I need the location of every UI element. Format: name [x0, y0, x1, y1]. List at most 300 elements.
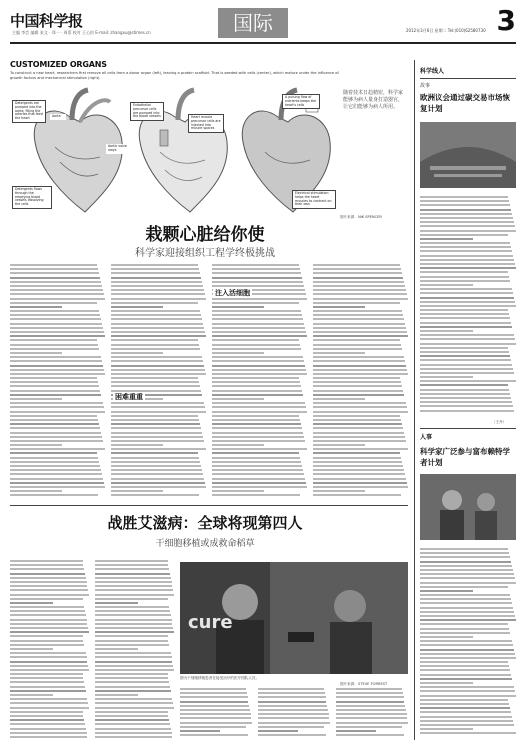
text-line: [420, 628, 509, 630]
text-line: [212, 285, 304, 287]
story2-column-4: [258, 688, 330, 742]
text-line: [10, 681, 84, 683]
text-line: [420, 674, 511, 676]
text-line: [336, 701, 404, 703]
text-line: [420, 317, 510, 319]
story2-column-1: [10, 560, 89, 740]
text-line: [420, 225, 515, 227]
text-line: [420, 393, 510, 395]
text-line: [111, 360, 203, 362]
figure-intro: To construct a new heart, researchers first remove all cells from a donor organ (left), leaving a protein scaffold. That is seeded with cells (center), which mature under the influence of growth factors and mechanical stimulation (right).: [10, 71, 339, 80]
text-line: [95, 719, 169, 721]
text-line: [180, 692, 247, 694]
text-line: [111, 272, 200, 274]
text-line: [420, 221, 514, 223]
text-line: [10, 377, 97, 379]
text-line: [420, 594, 510, 596]
text-line: [111, 327, 204, 329]
text-line: [10, 669, 89, 671]
text-line: [95, 560, 168, 562]
text-line: [95, 581, 172, 583]
text-line: [420, 661, 508, 663]
text-line: [336, 726, 402, 728]
text-line: [212, 272, 301, 274]
text-line: [313, 373, 408, 375]
text-line: [111, 377, 198, 379]
text-line: [95, 656, 172, 658]
text-line: [420, 724, 514, 726]
text-line: [420, 250, 512, 252]
text-line: [10, 494, 98, 496]
text-line: [420, 255, 513, 257]
text-line: [313, 272, 402, 274]
right-credit-1: （王丹）: [492, 420, 507, 424]
text-line: [111, 440, 204, 442]
masthead: [10, 6, 516, 44]
text-line: [111, 406, 205, 408]
text-line: [95, 652, 171, 654]
text-line: [10, 473, 102, 475]
text-line: [313, 394, 404, 396]
text-line: [111, 457, 199, 459]
text-line: [10, 339, 97, 341]
text-line: [111, 385, 200, 387]
text-line: [10, 402, 103, 404]
text-line: [313, 452, 400, 454]
text-line: [111, 427, 201, 429]
text-line: [212, 440, 305, 442]
text-line: [212, 411, 307, 413]
right-story-2: [420, 548, 516, 740]
text-line: [10, 398, 62, 400]
text-line: [95, 564, 168, 566]
text-line: [420, 548, 508, 550]
text-line: [258, 705, 327, 707]
text-line: [420, 410, 514, 412]
text-line: [10, 436, 102, 438]
text-line: [420, 271, 508, 273]
text-line: [313, 277, 403, 279]
text-line: [111, 419, 199, 421]
text-line: [10, 427, 100, 429]
text-line: [313, 268, 401, 270]
text-line: [10, 656, 87, 658]
text-line: [420, 213, 512, 215]
text-line: [420, 615, 515, 617]
text-line: [212, 268, 300, 270]
text-line: [258, 717, 329, 719]
text-line: [111, 432, 202, 434]
text-line: [313, 423, 402, 425]
text-line: [313, 264, 400, 266]
text-line: [212, 310, 301, 312]
text-line: [258, 696, 326, 698]
text-line: [95, 606, 169, 608]
text-line: [212, 335, 307, 337]
photo-caption: 图为干细胞移植患者在接受治疗的医疗团队人员。: [180, 676, 260, 680]
eu-photo-illustration: [420, 122, 516, 188]
main-headline: 栽颗心脏给你使: [145, 225, 265, 245]
text-line: [111, 310, 200, 312]
text-line: [10, 577, 86, 579]
text-line: [10, 640, 83, 642]
text-line: [420, 665, 509, 667]
text-line: [420, 632, 510, 634]
text-line: [313, 465, 403, 467]
text-line: [95, 694, 138, 696]
text-line: [212, 331, 306, 333]
text-line: [111, 348, 200, 350]
story1-column-1: [10, 264, 105, 500]
text-line: [420, 364, 512, 366]
story2-column-2: [95, 560, 174, 740]
text-line: [212, 432, 303, 434]
text-line: [10, 461, 99, 463]
text-line: [10, 677, 83, 679]
callout-detergents-out: Detergents flows through the emptying blood vessels dissolving the cells: [12, 186, 52, 209]
text-line: [111, 289, 204, 291]
text-line: [420, 636, 473, 638]
text-line: [212, 344, 300, 346]
text-line: [10, 711, 83, 713]
infographic: [10, 62, 408, 222]
text-line: [111, 482, 205, 484]
text-line: [10, 331, 104, 333]
text-line: [10, 277, 100, 279]
text-line: [95, 648, 138, 650]
section-label: 国际: [218, 8, 288, 38]
text-line: [212, 423, 301, 425]
text-line: [111, 281, 202, 283]
text-line: [420, 301, 515, 303]
text-line: [10, 564, 83, 566]
text-line: [10, 478, 103, 480]
text-line: [420, 699, 508, 701]
text-line: [420, 611, 514, 613]
text-line: [95, 669, 174, 671]
text-line: [95, 631, 174, 633]
text-line: [95, 711, 168, 713]
text-line: [313, 390, 403, 392]
text-line: [111, 335, 206, 337]
text-line: [420, 649, 514, 651]
text-line: [10, 690, 86, 692]
text-line: [313, 331, 407, 333]
text-line: [180, 696, 248, 698]
story1-body: [10, 264, 408, 500]
text-line: [10, 728, 86, 730]
text-line: [420, 259, 514, 261]
story2-body-left: [10, 560, 174, 740]
text-line: [420, 242, 510, 244]
text-line: [111, 293, 205, 295]
text-line: [420, 552, 509, 554]
text-line: [420, 556, 510, 558]
text-line: [313, 457, 401, 459]
text-line: [111, 306, 163, 308]
text-line: [420, 376, 473, 378]
text-line: [10, 589, 88, 591]
text-line: [212, 406, 306, 408]
text-line: [212, 390, 302, 392]
text-line: [212, 486, 307, 488]
text-line: [111, 323, 203, 325]
text-line: [180, 688, 246, 690]
text-line: [420, 384, 508, 386]
text-line: [212, 415, 299, 417]
text-line: [313, 339, 400, 341]
text-line: [212, 339, 299, 341]
text-line: [95, 577, 171, 579]
text-line: [10, 707, 89, 709]
text-line: [10, 465, 100, 467]
text-line: [313, 360, 405, 362]
text-line: [10, 723, 85, 725]
text-line: [336, 734, 404, 736]
text-line: [95, 661, 172, 663]
text-line: [10, 356, 101, 358]
text-line: [258, 709, 328, 711]
text-line: [336, 705, 405, 707]
text-line: [420, 640, 512, 642]
text-line: [313, 285, 405, 287]
text-line: [258, 713, 329, 715]
text-line: [212, 302, 299, 304]
text-line: [111, 331, 205, 333]
text-line: [10, 573, 85, 575]
text-line: [212, 473, 304, 475]
fulbright-photo-illustration: [420, 474, 516, 540]
text-line: [420, 682, 473, 684]
text-line: [10, 360, 102, 362]
text-line: [10, 285, 102, 287]
text-line: [180, 730, 220, 732]
fulbright-photo: [420, 474, 516, 540]
photo-cure-text: cure: [188, 612, 233, 633]
text-line: [10, 698, 87, 700]
text-line: [10, 732, 87, 734]
text-line: [420, 326, 512, 328]
text-line: [111, 448, 206, 450]
text-line: [212, 482, 306, 484]
news-photo: [180, 562, 408, 674]
text-line: [212, 356, 303, 358]
text-line: [111, 356, 202, 358]
text-line: [212, 369, 306, 371]
text-line: [313, 461, 402, 463]
text-line: [10, 469, 101, 471]
text-line: [420, 669, 510, 671]
text-line: [95, 589, 173, 591]
text-line: [420, 401, 512, 403]
text-line: [212, 436, 304, 438]
text-line: [10, 719, 84, 721]
text-line: [95, 568, 169, 570]
text-line: [313, 494, 401, 496]
text-line: [180, 701, 248, 703]
text-line: [313, 419, 401, 421]
text-line: [420, 359, 511, 361]
text-line: [10, 486, 105, 488]
text-line: [212, 394, 303, 396]
text-line: [180, 705, 249, 707]
text-line: [313, 369, 407, 371]
text-line: [10, 452, 97, 454]
text-line: [212, 478, 305, 480]
text-line: [95, 677, 168, 679]
text-line: [212, 306, 264, 308]
text-line: [420, 355, 510, 357]
text-line: [420, 204, 510, 206]
text-line: [111, 415, 198, 417]
text-line: [313, 432, 404, 434]
text-line: [313, 298, 408, 300]
text-line: [10, 648, 53, 650]
text-line: [212, 465, 302, 467]
text-line: [212, 419, 300, 421]
text-line: [420, 686, 514, 688]
text-line: [10, 614, 86, 616]
text-line: [313, 473, 405, 475]
text-line: [10, 619, 87, 621]
text-line: [212, 490, 264, 492]
text-line: [111, 436, 203, 438]
text-line: [420, 234, 508, 236]
callout-heart-muscle: Heart muscle precursor cells are injected into muscle spaces: [188, 114, 224, 133]
text-line: [420, 577, 515, 579]
text-line: [10, 327, 103, 329]
text-line: [180, 717, 251, 719]
callout-electrical-stimulation: Electrical stimulation helps the heart muscles to contract on their own: [292, 190, 336, 209]
text-line: [420, 343, 516, 345]
text-line: [111, 381, 199, 383]
text-line: [10, 631, 89, 633]
right-story-1: [420, 196, 516, 418]
text-line: [420, 573, 514, 575]
right-label-1: 故事: [420, 83, 431, 89]
text-line: [420, 720, 513, 722]
text-line: [10, 598, 83, 600]
text-line: [10, 411, 105, 413]
text-line: [10, 272, 99, 274]
text-line: [313, 327, 406, 329]
text-line: [313, 302, 400, 304]
text-line: [258, 730, 298, 732]
text-line: [111, 452, 198, 454]
text-line: [111, 352, 163, 354]
text-line: [10, 344, 98, 346]
figure-credit: 图片来源：NIK SPENCER: [340, 215, 382, 219]
story2-body-right: [180, 688, 408, 742]
text-line: [111, 365, 204, 367]
text-line: [212, 461, 301, 463]
figure-quote: 随着技术日趋精密，科学家能够为病人量身打造器官，让它们能够为病人所用。: [343, 90, 404, 110]
text-line: [420, 703, 509, 705]
text-line: [313, 323, 405, 325]
text-line: [212, 327, 305, 329]
text-line: [10, 281, 101, 283]
text-line: [420, 657, 516, 659]
story2-subheadline: 干细胞移植或成救命稻草: [155, 539, 255, 549]
text-line: [10, 702, 88, 704]
text-line: [336, 709, 406, 711]
text-line: [313, 415, 400, 417]
editor-line: 主编 李芸 编辑 张文 · 郑一 · 周菁 校对 王心怡 E-mail: zhangxu@stimes.cn: [12, 30, 151, 35]
text-line: [313, 436, 405, 438]
right-story-2-col: [420, 548, 516, 740]
text-line: [313, 344, 401, 346]
story2-column-3: [180, 688, 252, 742]
text-line: [420, 267, 516, 269]
text-line: [420, 313, 509, 315]
photo-credit: 图片来源：STEVE FORREST: [340, 682, 388, 686]
text-line: [420, 565, 512, 567]
text-line: [10, 335, 105, 337]
text-line: [95, 585, 172, 587]
eu-parliament-photo: [420, 122, 516, 188]
text-line: [111, 264, 198, 266]
text-line: [420, 397, 511, 399]
text-line: [10, 302, 97, 304]
text-line: [10, 623, 87, 625]
text-line: [111, 373, 206, 375]
text-line: [313, 377, 400, 379]
text-line: [111, 411, 206, 413]
text-line: [420, 309, 508, 311]
text-line: [212, 469, 303, 471]
text-line: [420, 728, 473, 730]
text-line: [10, 482, 104, 484]
text-line: [111, 302, 198, 304]
text-line: [313, 482, 407, 484]
right-story-1-col: [420, 196, 516, 418]
text-line: [95, 681, 169, 683]
text-line: [10, 352, 62, 354]
text-line: [95, 736, 172, 738]
text-line: [212, 444, 264, 446]
text-line: [420, 284, 473, 286]
text-line: [10, 268, 98, 270]
text-line: [10, 385, 99, 387]
text-line: [313, 314, 403, 316]
text-line: [212, 264, 299, 266]
text-line: [336, 688, 402, 690]
text-line: [212, 452, 299, 454]
text-line: [10, 673, 83, 675]
text-line: [95, 665, 173, 667]
text-line: [95, 732, 172, 734]
text-line: [420, 711, 511, 713]
text-line: [95, 644, 169, 646]
text-line: [111, 478, 204, 480]
text-line: [336, 713, 407, 715]
text-line: [10, 490, 62, 492]
text-line: [111, 268, 199, 270]
section-head-2: 困难重重: [115, 393, 143, 401]
text-line: [95, 723, 170, 725]
text-line: [313, 444, 365, 446]
text-line: [313, 406, 407, 408]
text-line: [111, 461, 200, 463]
text-line: [95, 673, 168, 675]
text-line: [313, 356, 404, 358]
text-line: [111, 369, 205, 371]
text-line: [212, 398, 264, 400]
text-line: [10, 432, 101, 434]
issue-date: 2012年3月6日 星期二 Tel:(010)62580730: [406, 28, 486, 33]
text-line: [10, 369, 104, 371]
text-line: [336, 696, 404, 698]
